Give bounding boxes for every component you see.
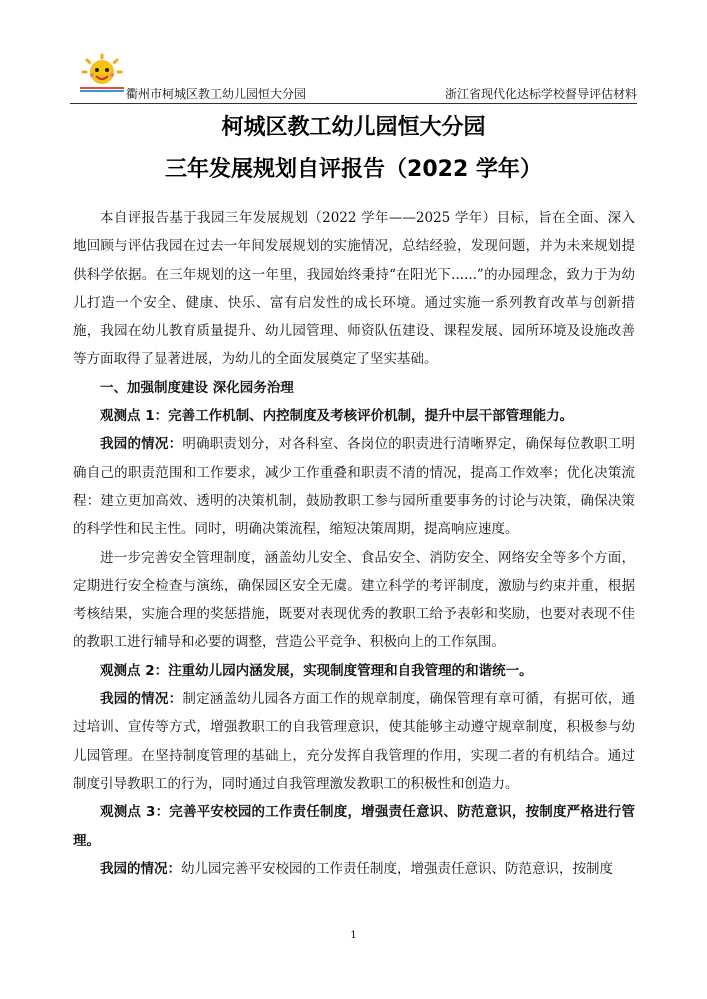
observation-3-text: 幼儿园完善平安校园的工作责任制度，增强责任意识、防范意识，按制度	[181, 860, 613, 877]
observation-1-text: 明确职责划分，对各科室、各岗位的职责进行清晰界定，确保每位教职工明确自己的职责范围和工作要求，减少工作重叠和职责不清的情况，提高工作效率；优化决策流程：建立更加高效、透明的决策机制，鼓励教职工参与园所重要事务的讨论与决策，确保决策的科学性和民主性。同时，明确决策流程，缩短决策周期，提高响应速度。	[73, 436, 636, 538]
observation-3-paragraph	[73, 855, 635, 883]
header-divider	[70, 103, 637, 104]
section-heading: 一、加强制度建设 深化园务治理	[100, 379, 294, 396]
observation-3-title: 观测点 3：完善平安校园的工作责任制度，增强责任意识、防范意识，按制度严格进行管理。	[73, 804, 635, 849]
document-category-header: 浙江省现代化达标学校督导评估材料	[444, 87, 637, 101]
page-number: 1	[350, 930, 357, 941]
observation-1-title: 观测点 1：完善工作机制、内控制度及考核评价机制，提升中层干部管理能力。	[100, 408, 574, 425]
document-title: 柯城区教工幼儿园恒大分园	[221, 115, 486, 140]
school-name-header: 衢州市柯城区教工幼儿园恒大分园	[126, 87, 307, 101]
observation-1-lead: 我园的情况：	[100, 436, 183, 453]
page-header	[70, 52, 637, 102]
observation-1-paragraph-2: 进一步完善安全管理制度，涵盖幼儿安全、食品安全、消防安全、网络安全等多个方面，定期进行安全检查与演练，确保园区安全无虞。建立科学的考评制度，激励与约束并重，根据考核结果，实施合理的奖惩措施，既要对表现优秀的教职工给予表彰和奖励，也要对表现不佳的教职工进行辅导和必要的调整，营造公平竞争、积极向上的工作氛围。	[73, 549, 635, 651]
observation-3-lead: 我园的情况：	[100, 860, 181, 877]
observation-2-text: 制定涵盖幼儿园各方面工作的规章制度，确保管理有章可循，有据可依，通过培训、宣传等方式，增强教职工的自我管理意识，使其能够主动遵守规章制度，积极参与幼儿园管理。在坚持制度管理的基础上，充分发挥自我管理的作用，实现二者的有机结合。通过制度引导教职工的行为，同时通过自我管理激发教职工的积极性和创造力。	[73, 691, 636, 792]
observation-2-paragraph	[73, 685, 635, 798]
observation-1-paragraph	[73, 430, 635, 543]
document-body	[73, 204, 635, 883]
intro-paragraph: 本自评报告基于我园三年发展规划（2022 学年——2025 学年）目标，旨在全面、深入地回顾与评估我园在过去一年间发展规划的实施情况，总结经验，发现问题，并为未来规划提供科学依据。在三年规划的这一年里，我园始终秉持“在阳光下......”的办园理念，致力于为幼儿打造一个安全、健康、快乐、富有启发性的成长环境。通过实施一系列教育改革与创新措施，我园在幼儿教育质量提升、幼儿园管理、师资队伍建设、课程发展、园所环境及设施改善等方面取得了显著进展，为幼儿的全面发展奠定了坚实基础。	[73, 210, 635, 368]
observation-2-title: 观测点 2：注重幼儿园内涵发展，实现制度管理和自我管理的和谐统一。	[100, 662, 533, 679]
document-subtitle: 三年发展规划自评报告（2022 学年）	[165, 157, 542, 182]
observation-2-lead: 我园的情况：	[100, 691, 183, 708]
kindergarten-logo-icon	[76, 52, 128, 96]
